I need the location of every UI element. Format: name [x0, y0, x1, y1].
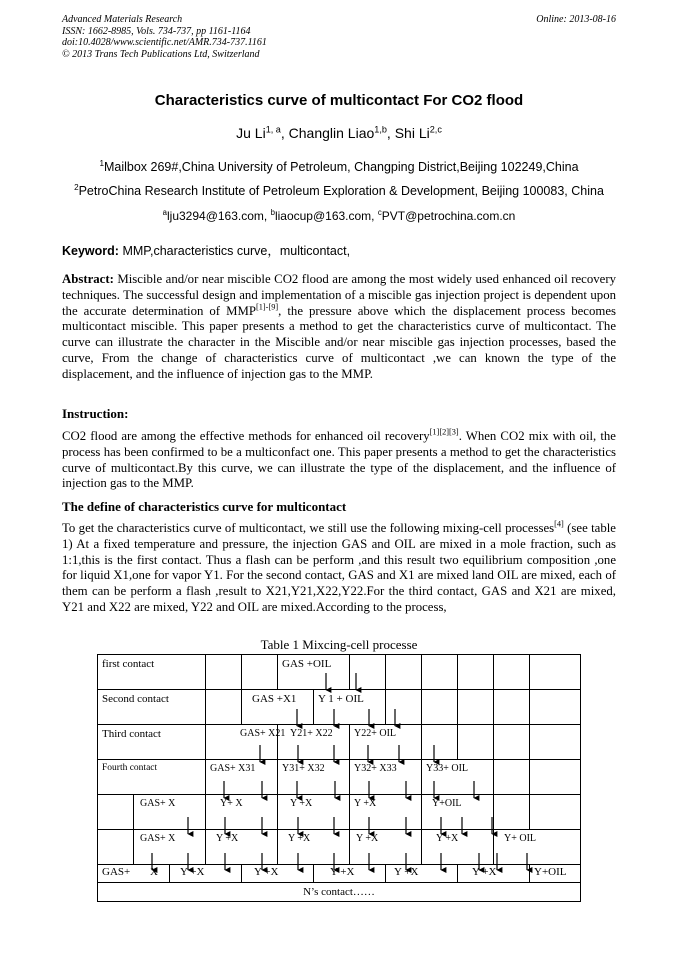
mixing-cell-table [97, 654, 581, 902]
copyright-line: © 2013 Trans Tech Publications Ltd, Switzerland [62, 48, 260, 60]
table-caption: Table 1 Mixcing-cell processe [260, 637, 418, 652]
cell-text: GAS +X1 [252, 693, 297, 705]
cell-text: Y32+ X33 [354, 763, 397, 774]
keywords-label: Keyword: [62, 244, 119, 258]
cell-text: Y21+ X22 [290, 728, 333, 739]
table-row [98, 725, 581, 760]
cell-text: Y +X [180, 866, 205, 878]
table-row [98, 795, 581, 830]
cell-text: Y +X [354, 798, 377, 809]
author-1: Ju Li [236, 125, 266, 141]
row-label: first contact [102, 658, 155, 670]
cell-text: Y+OIL [534, 866, 567, 878]
cell-text: Y +X [436, 833, 459, 844]
abstract-label: Abstract: [62, 272, 114, 286]
cell-text: Y+ OIL [504, 833, 537, 844]
table-row [98, 690, 581, 725]
cell-text: Y+OIL [432, 798, 462, 809]
cell-text: Y +X [356, 833, 379, 844]
cell-text: GAS+ X21 [240, 728, 286, 739]
email-link[interactable]: PVT@petrochina.com.cn [381, 209, 516, 223]
author-emails: $^a$lju3294@163.com, $^b$liaocup@163.com, $^c$PVT@petrochina.com.cn [162, 208, 516, 223]
row-label: Fourth contact [102, 763, 158, 773]
journal-header [62, 14, 267, 60]
define-heading: The define of characteristics curve for multicontact [62, 499, 347, 514]
cell-text: X [150, 866, 158, 878]
cell-text: Y +X [394, 866, 419, 878]
cell-text: Y +X [330, 866, 355, 878]
cell-text: GAS+ X31 [210, 763, 256, 774]
affiliation-2: $^2$PetroChina Research Institute of Petroleum Exploration & Development, Beijing 100083, China [74, 182, 604, 198]
affiliation-1: $^1$Mailbox 269#,China University of Petroleum, Changping District,Beijing 102249,China [99, 158, 579, 174]
keywords-text: MMP,characteristics curve，multicontact, [122, 244, 351, 258]
cell-text: GAS+ [102, 866, 131, 878]
row-label: Second contact [102, 693, 169, 705]
doi-line: doi:10.4028/www.scientific.net/AMR.734-737.1161 [62, 37, 267, 48]
cell-text: Y33+ OIL [426, 763, 469, 774]
cell-text: Y 1 + OIL [318, 693, 364, 705]
cell-text: Y22+ OIL [354, 728, 397, 739]
table-row [98, 760, 581, 795]
journal-name: Advanced Materials Research [62, 14, 183, 25]
cell-text: Y +X [288, 833, 311, 844]
cell-text: Y31+ X32 [282, 763, 325, 774]
table-row [98, 830, 581, 865]
email-link[interactable]: lju3294@163.com, [167, 209, 268, 223]
paper-title: Characteristics curve of multicontact For CO2 flood [154, 92, 524, 109]
author-2: Changlin Liao [288, 125, 375, 141]
cell-text: Y +X [254, 866, 279, 878]
footer-cell: N’s contact…… [98, 883, 581, 902]
author-list: Ju Li$^{1, a}$, Changlin Liao$^{1,b}$, Shi Li$^{2,c}$ [236, 124, 442, 141]
table-row [98, 865, 581, 883]
issn-line: ISSN: 1662-8985, Vols. 734-737, pp 1161-1164 [62, 25, 251, 37]
abstract: Abstract: Miscible and/or near miscible CO2 flood are among the most widely used enhanced oil recovery techniques. The successful design and implementation of a miscible gas injection project is dependent upon the accurate determination of MMP[1]-[9], the pressure above which the displacement process becomes multicontact miscible. This paper presents a method to get the characteristics curve of multicontact. The curve can illustrate the character in the Miscible and/or near miscible gas injection processes, based the curve, From the change of characteristics curve of multicontact ,we can known the type of the displacement, and the influence of injection gas to the MMP. [62, 272, 616, 381]
row-label: Third contact [102, 728, 161, 740]
define-paragraph: To get the characteristics curve of multicontact, we still use the following mixing-cell processes[4] (see table 1) At a fixed temperature and pressure, the injection GAS and OIL are mixed in a mole fraction, such as 1:1,this is the first contact. Thus a flash can be perform ,and this result two equilibrium composition ,one for liquid X1,one for vapor Y1. For the second contact, GAS and X1 are mixed land OIL are mixed, each of them can be perform a flash ,result to X21,Y21,X22,Y22.For the third contact, GAS and X21 are mixed, Y21 and X22 are mixed, Y22 and OIL are mixed.According to the process, [62, 519, 616, 614]
cell-text: Y +X [290, 798, 313, 809]
cell-text: GAS+ X [140, 833, 176, 844]
online-date: Online: 2013-08-16 [536, 14, 616, 25]
cell-text: GAS +OIL [282, 658, 332, 670]
keywords [62, 241, 350, 259]
cell-text: GAS+ X [140, 798, 176, 809]
table-row [98, 883, 581, 902]
cell-text: Y +X [472, 866, 497, 878]
instruction-heading: Instruction: [62, 406, 129, 421]
cell-text: Y+ X [220, 798, 243, 809]
table-row [98, 655, 581, 690]
instruction-paragraph: CO2 flood are among the effective methods for enhanced oil recovery[1][2][3]. When CO2 mix with oil, the process has been confirmed to be a multiconfact one. This paper presents a method to get the characteristics curve of multicontact.By this curve, we can illustrate the type of the displacement, and the influence of injection gas to the MMP. [62, 427, 616, 491]
author-3: Shi Li [394, 125, 430, 141]
cell-text: Y +X [216, 833, 239, 844]
email-link[interactable]: liaocup@163.com, [274, 209, 375, 223]
